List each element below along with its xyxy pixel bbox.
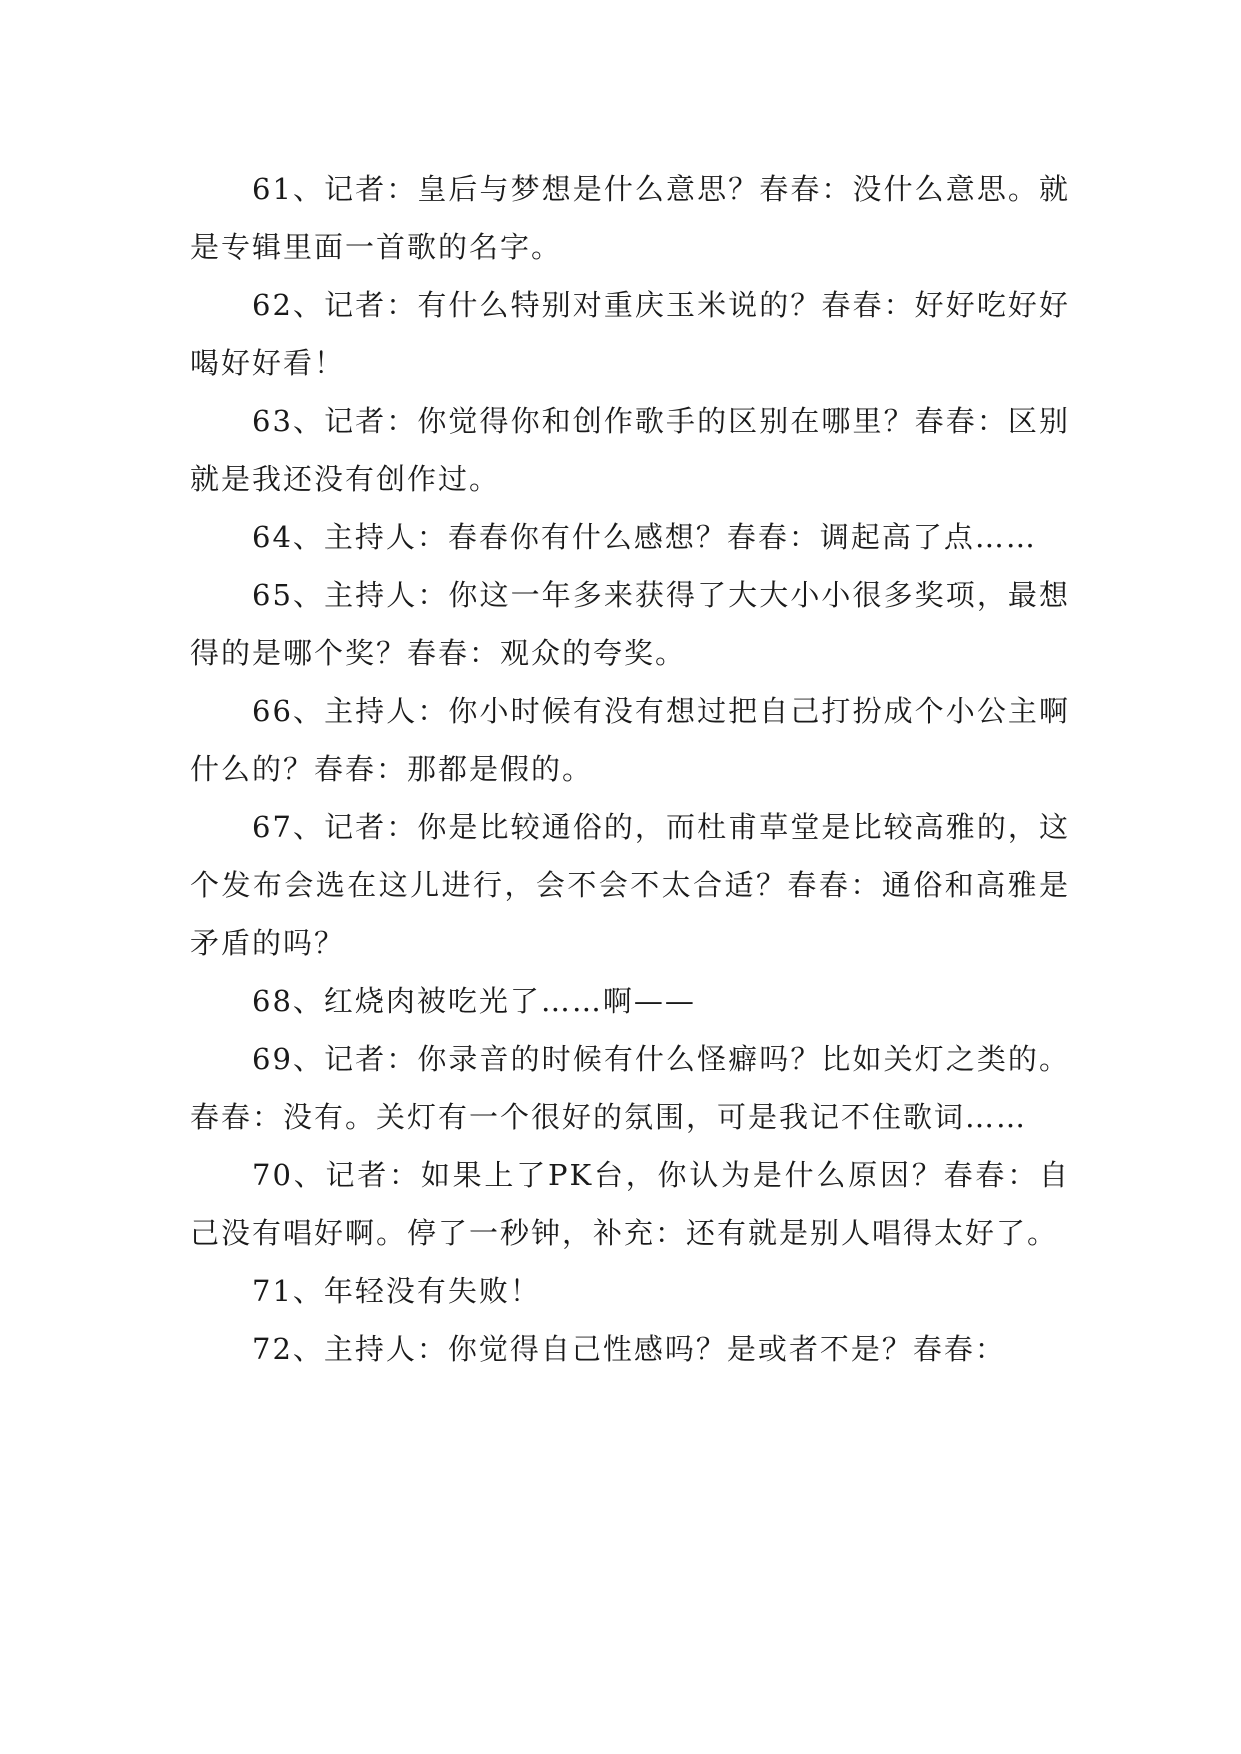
document-body bbox=[190, 160, 1070, 1378]
paragraph-69: 69、记者：你录音的时候有什么怪癖吗？比如关灯之类的。春春：没有。关灯有一个很好的氛围，可是我记不住歌词…… bbox=[190, 1042, 1070, 1134]
paragraph-63: 63、记者：你觉得你和创作歌手的区别在哪里？春春：区别就是我还没有创作过。 bbox=[190, 404, 1070, 496]
paragraph-70: 70、记者：如果上了PK台，你认为是什么原因？春春：自己没有唱好啊。停了一秒钟，补充：还有就是别人唱得太好了。 bbox=[190, 1158, 1070, 1250]
paragraph-67: 67、记者：你是比较通俗的，而杜甫草堂是比较高雅的，这个发布会选在这儿进行，会不会不太合适？春春：通俗和高雅是矛盾的吗？ bbox=[190, 810, 1070, 960]
paragraph-61: 61、记者：皇后与梦想是什么意思？春春：没什么意思。就是专辑里面一首歌的名字。 bbox=[190, 172, 1070, 264]
paragraph-68: 68、红烧肉被吃光了……啊—— bbox=[252, 984, 696, 1018]
paragraph-62: 62、记者：有什么特别对重庆玉米说的？春春：好好吃好好喝好好看！ bbox=[190, 288, 1070, 380]
paragraph-65: 65、主持人：你这一年多来获得了大大小小很多奖项，最想得的是哪个奖？春春：观众的夸奖。 bbox=[190, 578, 1070, 670]
paragraph-66: 66、主持人：你小时候有没有想过把自己打扮成个小公主啊什么的？春春：那都是假的。 bbox=[190, 694, 1070, 786]
paragraph-71: 71、年轻没有失败！ bbox=[252, 1274, 541, 1308]
paragraph-64: 64、主持人：春春你有什么感想？春春：调起高了点…… bbox=[252, 520, 1037, 554]
paragraph-72: 72、主持人：你觉得自己性感吗？是或者不是？春春： bbox=[252, 1332, 1006, 1366]
